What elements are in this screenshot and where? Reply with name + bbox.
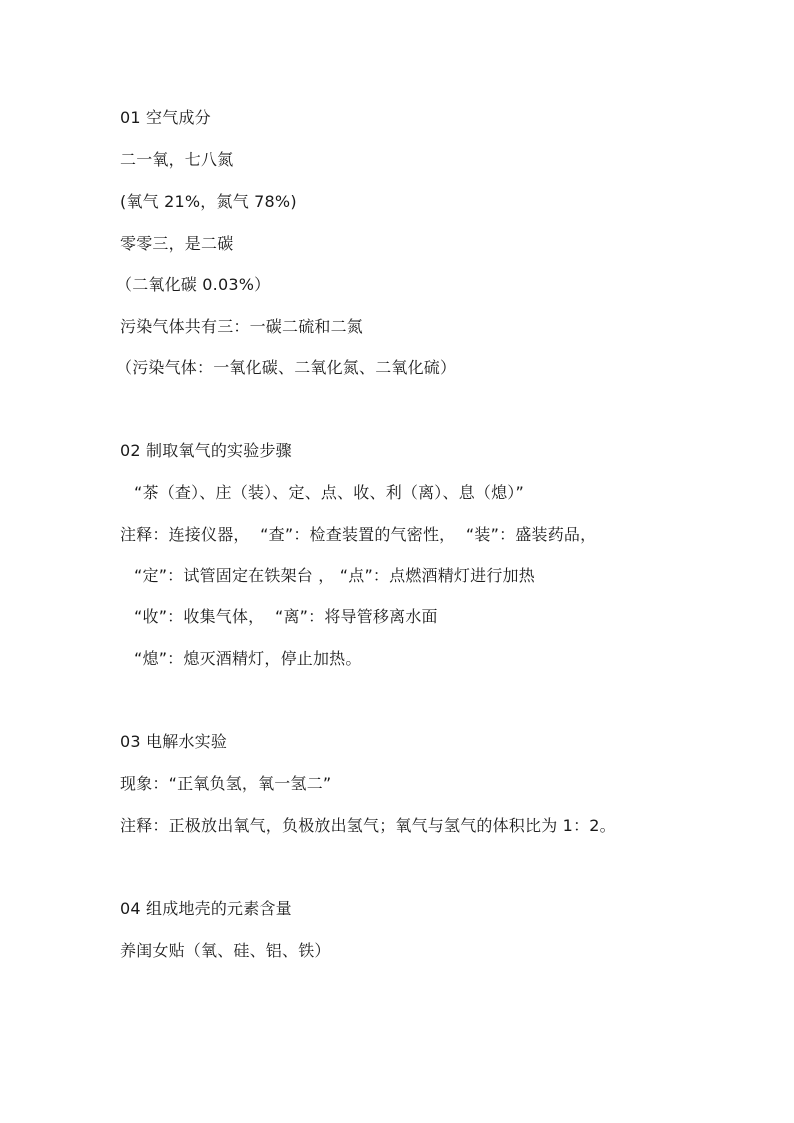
section-03-line-1: 现象：“正氧负氢，氧一氢二” — [120, 774, 332, 793]
section-01-line-5: 污染气体共有三：一碳二硫和二氮 — [120, 317, 364, 336]
section-02-line-3: “定”：试管固定在铁架台 ， “点”：点燃酒精灯进行加热 — [134, 566, 535, 585]
section-04-heading: 04 组成地壳的元素含量 — [120, 899, 292, 918]
section-02-heading: 02 制取氧气的实验步骤 — [120, 441, 292, 460]
section-01-line-6: （污染气体：一氧化碳、二氧化氮、二氧化硫） — [116, 358, 457, 377]
section-02-line-1: “茶（查）、庄（装）、定、点、收、利（离）、息（熄）” — [134, 483, 524, 502]
section-03-heading: 03 电解水实验 — [120, 732, 228, 751]
section-01-line-4: （二氧化碳 0.03%） — [116, 275, 271, 294]
section-01-heading: 01 空气成分 — [120, 108, 211, 127]
section-03-line-2: 注释：正极放出氧气，负极放出氢气；氧气与氢气的体积比为 1：2。 — [120, 816, 616, 835]
section-02-line-4: “收”：收集气体， “离”：将导管移离水面 — [134, 607, 438, 626]
section-02-line-2: 注释：连接仪器， “查”：检查装置的气密性， “装”：盛装药品， — [120, 525, 597, 544]
section-01-line-2: (氧气 21%，氮气 78%) — [120, 192, 297, 211]
section-01-line-1: 二一氧，七八氮 — [120, 150, 234, 169]
section-02-line-5: “熄”：熄灭酒精灯，停止加热。 — [134, 649, 362, 668]
section-04-line-1: 养闺女贴（氧、硅、铝、铁） — [120, 941, 331, 960]
section-01-line-3: 零零三，是二碳 — [120, 234, 234, 253]
